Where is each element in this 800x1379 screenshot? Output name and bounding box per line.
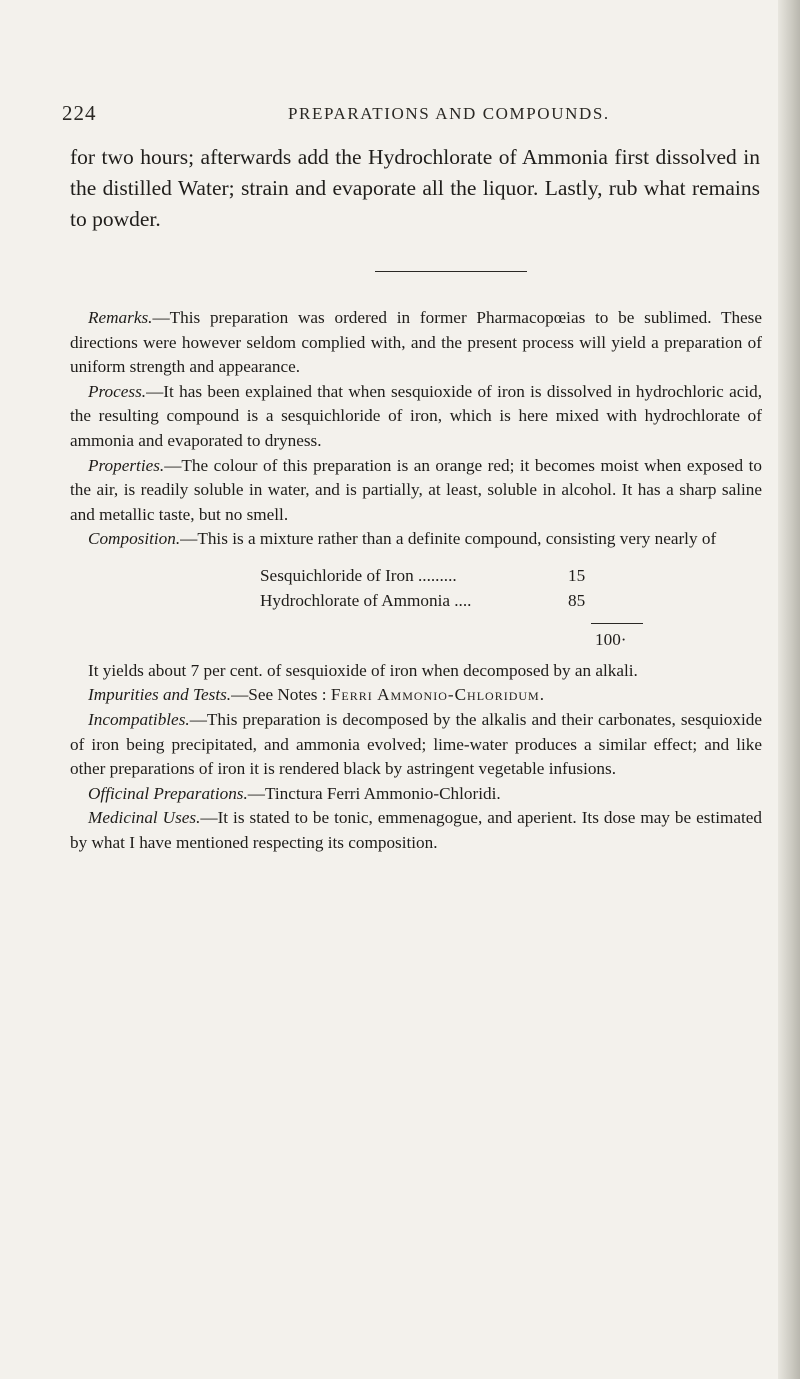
impurities-paragraph [70, 683, 762, 708]
officinal-label: Officinal Preparations. [88, 783, 248, 803]
properties-paragraph [70, 454, 762, 528]
composition-paragraph [70, 527, 762, 552]
medicinal-text: —It is stated to be tonic, emmenagogue, and aperient. Its dose may be estimated by what I have mentioned respecting its composition. [70, 808, 763, 852]
table-total: 100· [595, 630, 627, 650]
running-header: PREPARATIONS AND COMPOUNDS. [288, 104, 610, 123]
properties-text: —The colour of this preparation is an orange red; it becomes moist when exposed to the air, is readily soluble in water, and is partially, at least, soluble in alcohol. It has a sharp saline and metallic taste, but no smell. [70, 455, 762, 524]
process-paragraph [70, 380, 762, 454]
officinal-paragraph [70, 782, 762, 807]
table-row [70, 564, 640, 589]
table-row [70, 589, 640, 614]
sum-rule [591, 623, 643, 624]
section-divider [375, 271, 527, 272]
table-cell-name: Hydrochlorate of Ammonia .... [260, 590, 472, 610]
page-number: 224 [62, 101, 97, 125]
composition-label: Composition. [88, 529, 181, 549]
intro-paragraph: for two hours; afterwards add the Hydrochlorate of Ammonia first dissolved in the distilled Water; strain and evaporate all the liquor. Lastly, rub what remains to powder. [70, 145, 760, 231]
composition-after-paragraph: It yields about 7 per cent. of sesquioxide of iron when decomposed by an alkali. [88, 660, 638, 680]
impurities-label: Impurities and Tests. [88, 685, 232, 705]
table-cell-value: 15 [568, 565, 586, 585]
incompatibles-paragraph [70, 708, 762, 782]
remarks-label: Remarks. [88, 308, 153, 327]
officinal-text: —Tinctura Ferri Ammonio-Chloridi. [247, 783, 501, 803]
composition-table [70, 564, 762, 653]
medicinal-label: Medicinal Uses. [88, 808, 201, 828]
process-label: Process. [88, 381, 147, 401]
incompatibles-text: —This preparation is decomposed by the alkalis and their carbonates, sesquioxide of iron being precipitated, and ammonia evolved; lime-water produces a similar effect; and like other preparations of iron it is rendered black by astringent vegetable infusions. [70, 709, 762, 779]
process-text: —It has been explained that when sesquioxide of iron is dissolved in hydrochloric acid, the resulting compound is a sesquichloride of iron, which is here mixed with hydrochlorate of ammonia and evaporated to dryness. [70, 381, 762, 450]
remarks-text: —This preparation was ordered in former Pharmacopœias to be sublimed. These directions were however seldom complied with, and the present process will yield a preparation of uniform strength and appearance. [70, 308, 762, 377]
properties-label: Properties. [88, 455, 165, 475]
table-cell-name: Sesquichloride of Iron ......... [260, 565, 457, 585]
remarks-section [70, 306, 762, 855]
page-edge [778, 0, 800, 1379]
table-cell-value: 85 [568, 590, 586, 610]
composition-text: —This is a mixture rather than a definite compound, consisting very nearly of [180, 529, 717, 549]
impurities-text: —See Notes : [231, 685, 331, 705]
incompatibles-label: Incompatibles. [88, 709, 190, 729]
remarks-paragraph [70, 306, 762, 380]
impurities-reference: Ferri Ammonio-Chloridum. [330, 685, 546, 705]
medicinal-paragraph [70, 806, 762, 855]
